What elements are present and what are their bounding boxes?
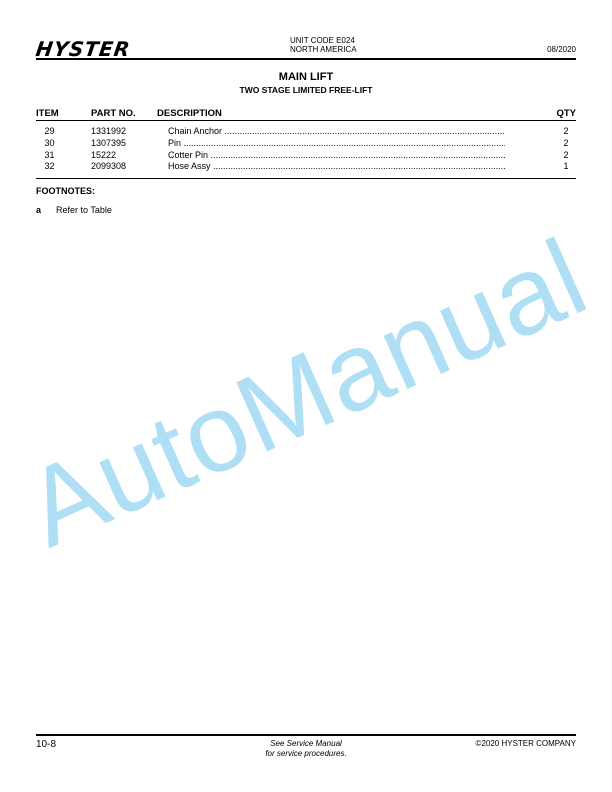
column-header-part-no: PART NO. <box>91 108 136 119</box>
footnote-text: Refer to Table <box>56 205 112 215</box>
quantity: 2 <box>563 149 569 160</box>
table-bottom-rule <box>36 178 576 179</box>
page-footer <box>36 734 576 766</box>
part-number: 1307395 <box>91 137 127 148</box>
item-number: 29 <box>44 126 55 136</box>
parts-table-header <box>36 107 576 121</box>
part-description: Hose Assy ..... <box>168 161 505 173</box>
region: NORTH AMERICA <box>290 45 357 54</box>
page-title: MAIN LIFT <box>278 71 334 83</box>
title-block <box>36 71 576 96</box>
copyright: ©2020 HYSTER COMPANY <box>475 739 576 748</box>
quantity: 2 <box>563 137 569 148</box>
quantity: 1 <box>563 161 569 172</box>
part-number: 1331992 <box>91 126 127 136</box>
service-note-line-1: See Service Manual <box>270 739 342 748</box>
hyster-logo: HYSTER <box>34 37 133 61</box>
parts-table-body <box>36 126 576 173</box>
item-number: 31 <box>44 149 55 160</box>
part-number: 2099308 <box>91 161 127 172</box>
column-header-qty: QTY <box>556 108 576 119</box>
part-number: 15222 <box>91 149 117 160</box>
page-number: 10-8 <box>36 739 57 750</box>
page-header <box>36 36 576 60</box>
quantity: 2 <box>563 126 569 136</box>
footnote-key: a <box>36 205 42 215</box>
header-date: 08/2020 <box>547 45 576 54</box>
page-subtitle: TWO STAGE LIMITED FREE-LIFT <box>239 85 373 95</box>
table-row <box>36 150 576 162</box>
column-header-description: DESCRIPTION <box>157 108 222 119</box>
table-row <box>36 138 576 150</box>
item-number: 30 <box>44 137 55 148</box>
item-number: 32 <box>44 161 55 172</box>
table-row <box>36 161 576 173</box>
part-description: Chain Anchor ..... <box>168 126 505 138</box>
table-row <box>36 126 576 138</box>
service-note-line-2: for service procedures. <box>265 749 347 758</box>
part-description: Cotter Pin ..... <box>168 150 505 162</box>
footnotes-title: FOOTNOTES: <box>36 186 95 196</box>
part-description: Pin ..... <box>168 138 505 150</box>
unit-code-block <box>290 36 357 54</box>
watermark: AutoManual <box>8 215 604 571</box>
column-header-item: ITEM <box>36 108 59 119</box>
unit-code: UNIT CODE E024 <box>290 36 355 45</box>
